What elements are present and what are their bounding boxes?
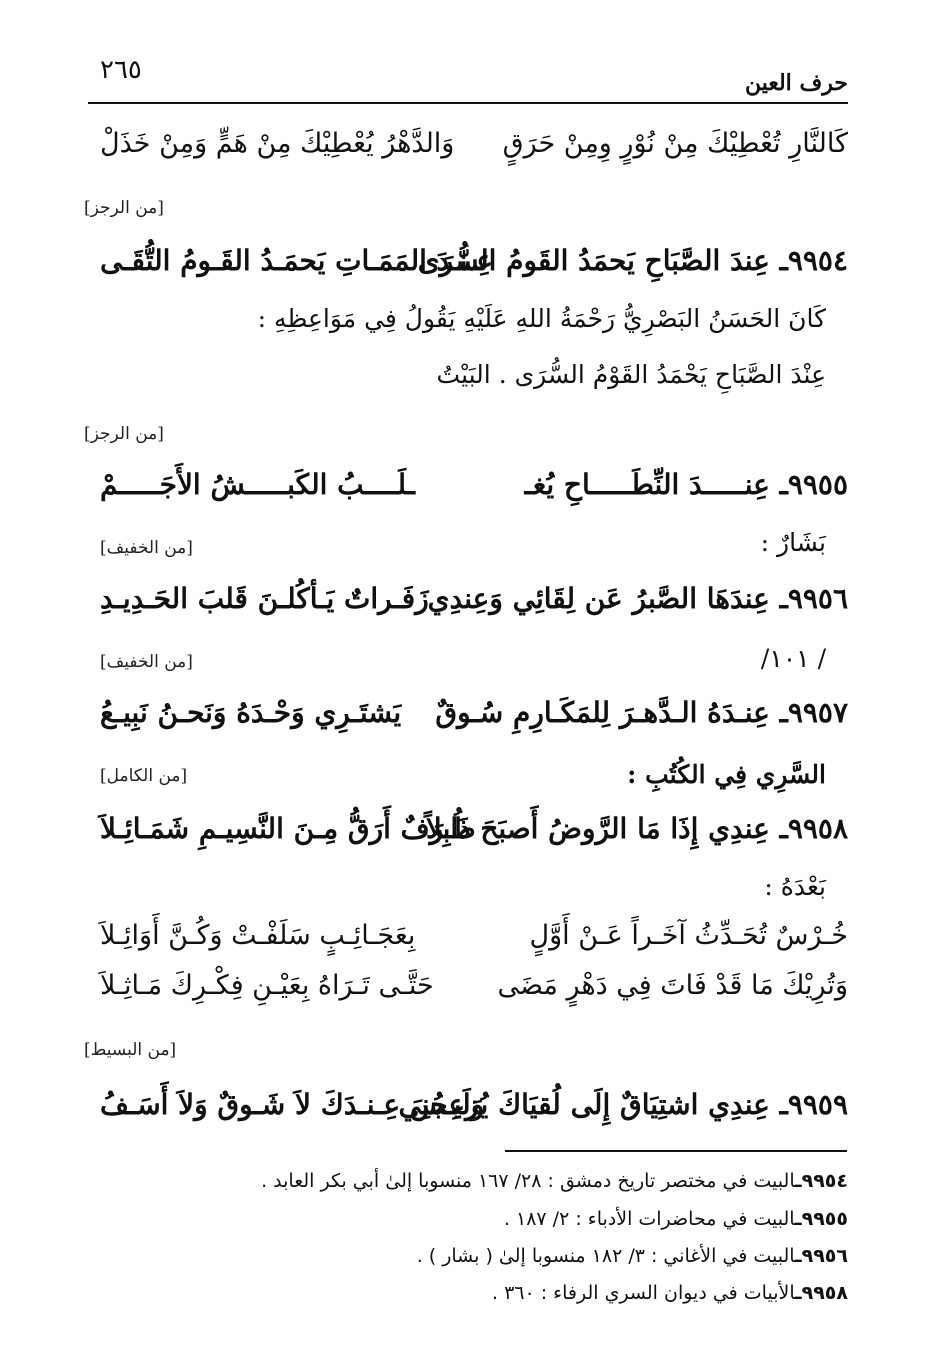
- footnote-number: ٩٩٥٤ـ: [795, 1170, 848, 1192]
- prose-line: كَانَ الحَسَنُ البَصْرِيُّ رَحْمَةُ اللهِ عَلَيْهِ يَقُولُ فِي مَوَاعِظِهِ :: [257, 304, 826, 333]
- meter-label: [من الخفيف]: [100, 652, 193, 672]
- source-reference: / ١٠١/: [760, 644, 826, 673]
- continuation-verse-2-second-hemistich: حَتَّـى تَـرَاهُ بِعَيْـنِ فِكْـرِكَ مَـاثِـلاَ: [100, 970, 434, 1001]
- attribution: السَّرِي فِي الكُتُبِ :: [627, 760, 826, 789]
- verse-line-1-first-hemistich: كَالنَّارِ تُعْطِيْكَ مِنْ نُوْرٍ وِمِنْ حَرَقٍ: [502, 128, 848, 159]
- verse-9956-second-hemistich: زَفَـراتٌ يَـأكُلـنَ قَلبَ الحَـدِيـدِ: [100, 582, 429, 615]
- footnote-text: البيت في مختصر تاريخ دمشق : ٢٨/ ١٦٧ منسوبا إلىٰ أبي بكر العابد .: [261, 1170, 796, 1192]
- meter-label: [من الرجز]: [84, 198, 164, 218]
- verse-9958-first-hemistich: ٩٩٥٨ـ عِندِي إِذَا مَا الرَّوضُ أَصبَحَ ذَابِلاً: [425, 812, 848, 845]
- meter-label: [من الرجز]: [84, 424, 164, 444]
- page-number: ٢٦٥: [100, 55, 142, 85]
- footnote-number: ٩٩٥٥ـ: [795, 1208, 848, 1230]
- footnote: [417, 1245, 848, 1267]
- running-title: حرف العين: [744, 70, 848, 96]
- verse-9959-second-hemistich: وَلَيـسَ عِـنـدَكَ لاَ شَـوقٌ وَلاَ أَسَـفُ: [100, 1088, 485, 1121]
- header-rule: [88, 102, 848, 104]
- continuation-verse-1-first-hemistich: خُـرْسٌ تُحَـدِّثُ آخَـراً عَـنْ أَوَّلٍ: [529, 920, 848, 951]
- verse-9959-first-hemistich: ٩٩٥٩ـ عِندِي اشتِيَاقٌ إِلَى لُقيَاكَ يُزعِجُنِي: [398, 1088, 848, 1121]
- footnote-text: البيت في الأغاني : ٣/ ١٨٢ منسوبا إلىٰ ( بشار ) .: [416, 1245, 796, 1267]
- prose-line: عِنْدَ الصَّبَاحِ يَحْمَدُ القَوْمُ السُّرَى . البَيْتُ: [436, 360, 826, 389]
- verse-9957-second-hemistich: يَشتَـرِي وَحْـدَهُ وَنَحـنُ نَبِيـعُ: [100, 696, 402, 729]
- footnote: [261, 1170, 848, 1192]
- continuation-verse-1-second-hemistich: بِعَجَـائِـبٍ سَلَفْـتْ وَكُـنَّ أَوَائِـلاَ: [100, 920, 416, 951]
- continuation-verse-2-first-hemistich: وَتُرِيْكَ مَا قَدْ فَاتَ فِي دَهْرٍ مَضَى: [497, 970, 848, 1001]
- verse-9958-second-hemistich: طُـرَفٌ أَرَقُّ مِـنَ النَّسِيـمِ شَمَـائِـلاَ: [100, 812, 476, 845]
- footnote: [504, 1208, 848, 1230]
- verse-9957-first-hemistich: ٩٩٥٧ـ عِنـدَهُ الـدَّهـرَ لِلمَكَـارِمِ سُـوقٌ: [435, 696, 848, 729]
- verse-9955-first-hemistich: ٩٩٥٥ـ عِنـــــدَ النِّطَـــــاحِ يُغـ: [524, 468, 848, 501]
- verse-line-1-second-hemistich: وَالدَّهْرُ يُعْطِيْكَ مِنْ هَمٍّ وَمِنْ خَذَلْ: [100, 128, 455, 159]
- verse-9956-first-hemistich: ٩٩٥٦ـ عِندَهَا الصَّبرُ عَن لِقَائِي وَعِندِي: [427, 582, 848, 615]
- verse-9954-second-hemistich: عِـنـدَ المَمَـاتِ يَحمَـدُ القَـومُ التُّقَـى: [100, 244, 493, 277]
- footnote-text: الأبيات في ديوان السري الرفاء : ٣٦٠ .: [491, 1282, 796, 1304]
- meter-label: [من الكامل]: [100, 766, 188, 786]
- footnote-text: البيت في محاضرات الأدباء : ٢/ ١٨٧ .: [503, 1208, 796, 1230]
- verse-9954-first-hemistich: ٩٩٥٤ـ عِندَ الصَّبَاحِ يَحمَدُ القَومُ السُّرَى: [417, 244, 848, 277]
- footnote-number: ٩٩٥٨ـ: [795, 1282, 848, 1304]
- footnote: [492, 1282, 848, 1304]
- footnote-separator: [505, 1150, 847, 1152]
- footnote-number: ٩٩٥٦ـ: [795, 1245, 848, 1267]
- verse-9955-second-hemistich: ـلَــــبُ الكَبـــــشُ الأَجَـــــمْ: [100, 468, 415, 501]
- attribution: بَشَارٌ :: [760, 528, 826, 557]
- attribution: بَعْدَهُ :: [764, 872, 826, 901]
- meter-label: [من البسيط]: [84, 1040, 177, 1060]
- meter-label: [من الخفيف]: [100, 538, 193, 558]
